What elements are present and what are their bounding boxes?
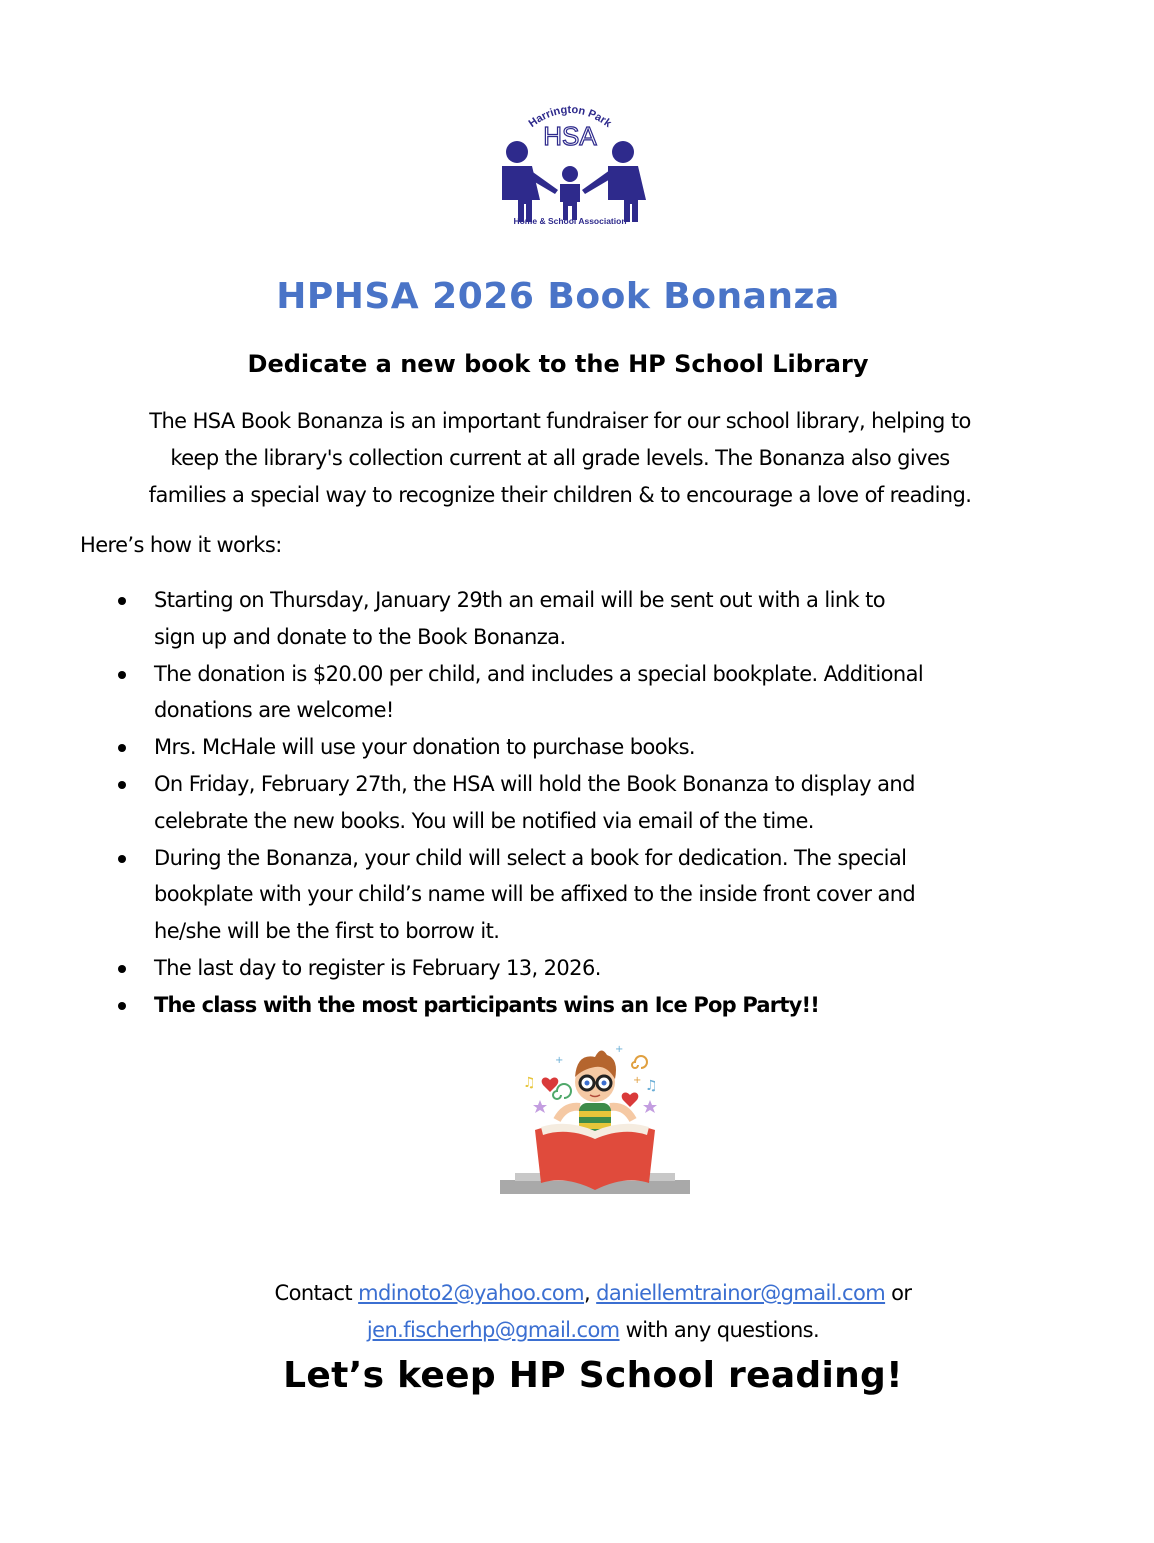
bullet-icon bbox=[118, 965, 126, 973]
list-item-text: The last day to register is February 13, 2026. bbox=[154, 955, 601, 980]
child-reading-book-illustration bbox=[495, 1035, 695, 1200]
closing-slogan: Let’s keep HP School reading! bbox=[283, 1355, 903, 1396]
page-title: HPHSA 2026 Book Bonanza bbox=[276, 276, 840, 317]
list-item bbox=[118, 840, 1058, 950]
list-item bbox=[118, 582, 1058, 656]
intro-line: families a special way to recognize their children & to encourage a love of reading. bbox=[148, 483, 972, 507]
bullet-icon bbox=[118, 597, 126, 605]
list-item-text: celebrate the new books. You will be notified via email of the time. bbox=[154, 808, 814, 833]
list-item-text: sign up and donate to the Book Bonanza. bbox=[154, 624, 566, 649]
list-item bbox=[118, 950, 1058, 987]
svg-text:+: + bbox=[633, 1075, 642, 1086]
svg-text:♫: ♫ bbox=[523, 1075, 536, 1091]
email-link-daniellemtrainor[interactable]: daniellemtrainor@gmail.com bbox=[596, 1281, 886, 1305]
svg-text:♫: ♫ bbox=[645, 1078, 658, 1094]
contact-separator: , bbox=[584, 1281, 597, 1305]
list-item-text: bookplate with your child’s name will be affixed to the inside front cover and bbox=[154, 882, 916, 907]
list-item bbox=[118, 656, 1058, 730]
bullet-icon bbox=[118, 744, 126, 752]
bullet-icon bbox=[118, 1002, 126, 1010]
contact-line-1 bbox=[0, 1275, 1154, 1312]
list-item bbox=[118, 766, 1058, 840]
intro-line: keep the library's collection current at all grade levels. The Bonanza also gives bbox=[170, 446, 950, 470]
email-link-jenfischerhp[interactable]: jen.fischerhp@gmail.com bbox=[366, 1318, 620, 1342]
contact-separator: or bbox=[885, 1281, 912, 1305]
list-item-text: On Friday, February 27th, the HSA will hold the Book Bonanza to display and bbox=[154, 771, 915, 796]
contact-info bbox=[0, 1275, 1154, 1349]
list-item-text: Starting on Thursday, January 29th an email will be sent out with a link to bbox=[154, 588, 886, 612]
how-it-works-list bbox=[118, 582, 1058, 1024]
child-reading-icon bbox=[495, 1035, 695, 1200]
list-item-text: During the Bonanza, your child will select a book for dedication. The special bbox=[154, 845, 907, 870]
list-item-text: donations are welcome! bbox=[154, 698, 394, 723]
intro-paragraph bbox=[70, 403, 1050, 514]
bullet-icon bbox=[118, 855, 126, 863]
bullet-icon bbox=[118, 781, 126, 789]
page-subtitle: Dedicate a new book to the HP School Library bbox=[247, 350, 869, 378]
list-item-text: Mrs. McHale will use your donation to purchase books. bbox=[154, 735, 695, 760]
list-item-text: The class with the most participants wins an Ice Pop Party!! bbox=[154, 992, 820, 1017]
email-link-mdinoto2[interactable]: mdinoto2@yahoo.com bbox=[358, 1281, 585, 1305]
contact-suffix: with any questions. bbox=[619, 1318, 820, 1342]
how-it-works-label: Here’s how it works: bbox=[80, 533, 282, 557]
list-item-text: he/she will be the first to borrow it. bbox=[154, 919, 500, 944]
bullet-icon bbox=[118, 671, 126, 679]
hsa-logo bbox=[480, 90, 660, 230]
list-item bbox=[118, 729, 1058, 766]
contact-line-2 bbox=[0, 1312, 1154, 1349]
svg-text:+: + bbox=[615, 1044, 624, 1055]
logo-arc-text: Harrington Park bbox=[526, 103, 614, 130]
svg-text:+: + bbox=[555, 1055, 564, 1066]
logo-bottom-text: Home & School Association bbox=[513, 216, 627, 226]
list-item-text: The donation is $20.00 per child, and includes a special bookplate. Additional bbox=[154, 661, 924, 686]
family-logo-icon bbox=[480, 90, 660, 230]
logo-hsa-text: HSA bbox=[543, 121, 597, 151]
list-item-highlight bbox=[118, 987, 1058, 1024]
intro-line: The HSA Book Bonanza is an important fundraiser for our school library, helping to bbox=[149, 409, 971, 433]
contact-prefix: Contact bbox=[274, 1281, 359, 1305]
